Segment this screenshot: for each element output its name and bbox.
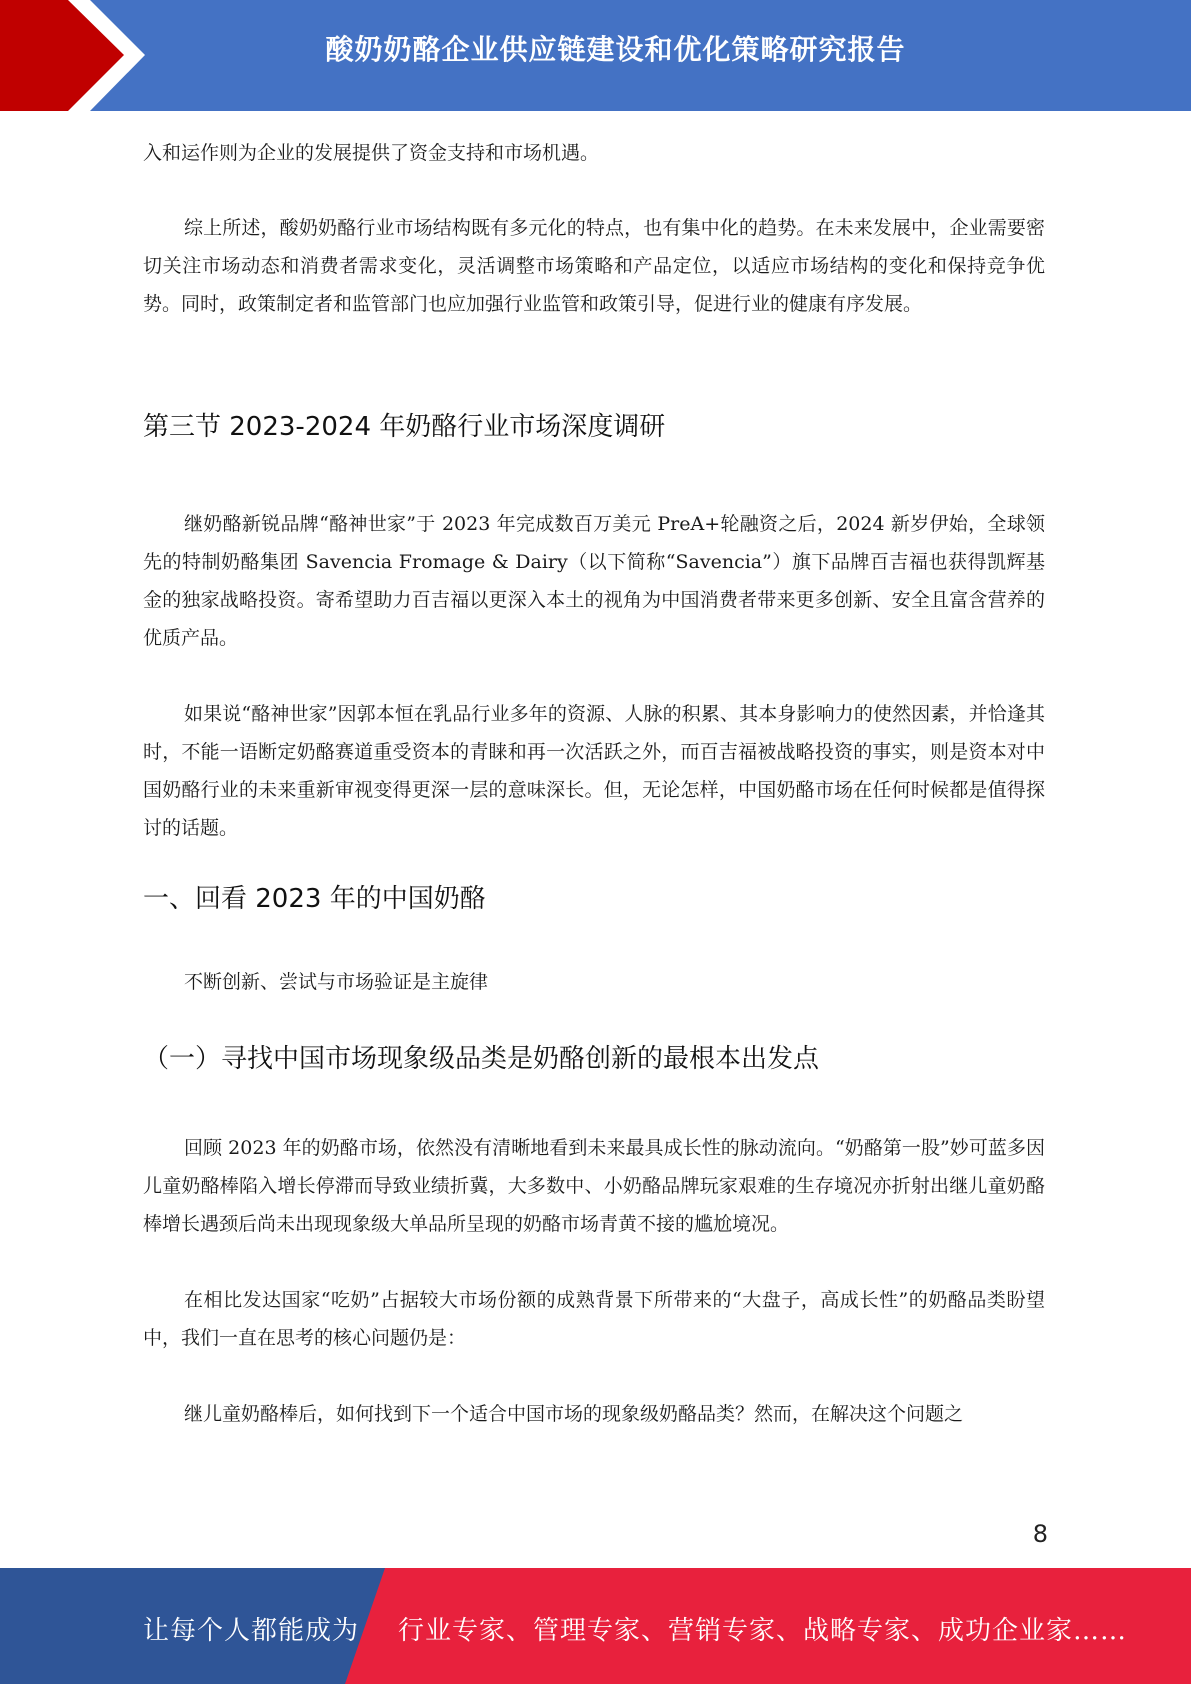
page-footer [0, 1568, 1191, 1684]
section-heading: 第三节 2023-2024 年奶酪行业市场深度调研 [143, 412, 666, 442]
paragraph-analysis: 如果说“酪神世家”因郭本恒在乳品行业多年的资源、人脉的积累、其本身影响力的使然因素，并恰逢其时，不能一语断定奶酪赛道重受资本的青睐和再一次活跃之外，而百吉福被战略投资的事实，则是资本对中国奶酪行业的未来重新审视变得更深一层的意味深长。但，无论怎样，中国奶酪市场在任何时候都是值得探讨的话题。 [143, 703, 1045, 839]
paragraph-summary: 综上所述，酸奶奶酪行业市场结构既有多元化的特点，也有集中化的趋势。在未来发展中，企业需要密切关注市场动态和消费者需求变化，灵活调整市场策略和产品定位，以适应市场结构的变化和保持竞争优势。同时，政策制定者和监管部门也应加强行业监管和政策引导，促进行业的健康有序发展。 [143, 217, 1045, 315]
paragraph-continuation: 入和运作则为企业的发展提供了资金支持和市场机遇。 [143, 142, 600, 164]
paragraph-theme: 不断创新、尝试与市场验证是主旋律 [184, 971, 489, 993]
subheading-category-innovation: （一）寻找中国市场现象级品类是奶酪创新的最根本出发点 [143, 1044, 820, 1074]
report-title: 酸奶奶酪企业供应链建设和优化策略研究报告 [325, 33, 906, 66]
page-content [143, 134, 1045, 1433]
page-number: 8 [1032, 1520, 1048, 1548]
footer-slogan-left: 让每个人都能成为 [143, 1616, 360, 1646]
page-header [0, 0, 1191, 111]
subheading-review-2023: 一、回看 2023 年的中国奶酪 [143, 884, 486, 914]
paragraph-investment: 继奶酪新锐品牌“酪神世家”于 2023 年完成数百万美元 PreA+轮融资之后，2024 新岁伊始，全球领先的特制奶酪集团 Savencia Fromage & Dairy（以下简称“Savencia”）旗下品牌百吉福也获得凯辉基金的独家战略投资。寄希望助力百吉福以更深入本土的视角为中国消费者带来更多创新、安全且富含营养的优质产品。 [143, 513, 1045, 649]
footer-slogan-right: 行业专家、管理专家、营销专家、战略专家、成功企业家…… [398, 1616, 1128, 1646]
paragraph-market-review: 回顾 2023 年的奶酪市场，依然没有清晰地看到未来最具成长性的脉动流向。“奶酪第一股”妙可蓝多因儿童奶酪棒陷入增长停滞而导致业绩折冀，大多数中、小奶酪品牌玩家艰难的生存境况亦折射出继儿童奶酪棒增长遇颈后尚未出现现象级大单品所呈现的奶酪市场青黄不接的尴尬境况。 [143, 1137, 1045, 1235]
paragraph-next-category: 继儿童奶酪棒后，如何找到下一个适合中国市场的现象级奶酪品类？然而，在解决这个问题之 [184, 1403, 964, 1425]
paragraph-core-question: 在相比发达国家“吃奶”占据较大市场份额的成熟背景下所带来的“大盘子，高成长性”的奶酪品类盼望中，我们一直在思考的核心问题仍是： [143, 1289, 1045, 1349]
